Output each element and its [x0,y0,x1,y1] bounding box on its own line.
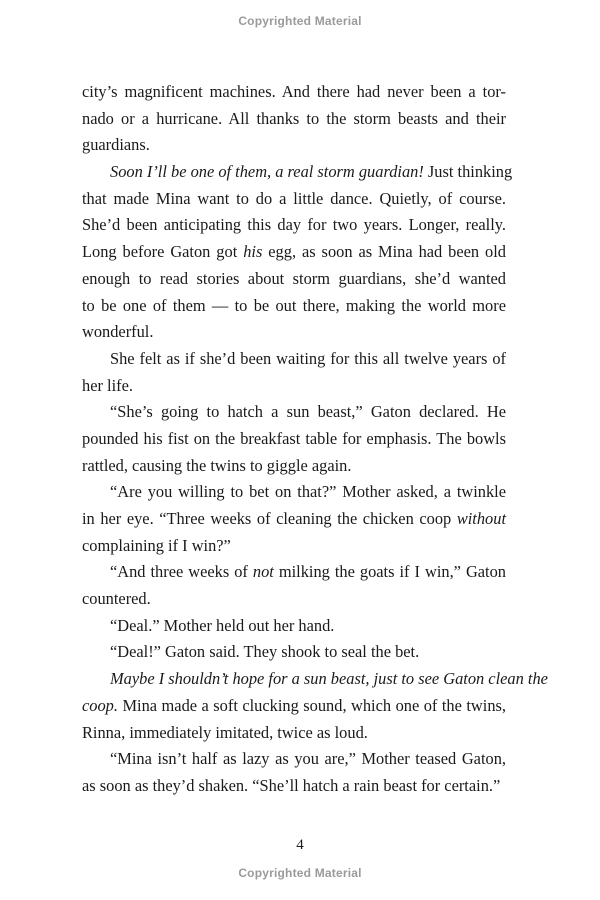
italic-text: coop. [82,695,118,715]
text-line [82,346,506,373]
text-segment: rattled, causing the twins to giggle again. [82,455,352,475]
text-line [82,693,506,720]
text-segment: city’s magnificent machines. And there had never been a tor- [82,82,506,101]
text-line [82,132,506,159]
text-line [82,453,506,480]
text-line [82,639,506,666]
text-segment: Mina made a soft clucking sound, which one of the twins, [117,695,506,715]
text-segment: complaining if I win?” [82,535,231,555]
text-segment: her life. [82,375,133,395]
text-line [82,266,506,293]
body-text [82,79,548,800]
text-line [82,666,548,693]
text-segment: wonderful. [82,322,154,342]
text-line [82,559,506,586]
text-segment: Long before Gaton got [82,242,244,262]
text-line [82,106,506,133]
text-line [82,720,506,747]
text-segment: milking the goats if I win,” Gaton [273,562,507,582]
text-segment: “Deal.” Mother held out her hand. [110,615,335,635]
text-line [82,186,506,213]
text-segment: guardians. [82,135,150,155]
text-line [82,159,513,186]
text-line [82,586,506,613]
text-line [82,479,506,506]
text-line [82,239,506,266]
text-line [82,746,506,773]
text-segment: enough to read stories about storm guardians, she’d wanted [82,268,506,288]
text-line [82,293,506,320]
text-segment: as soon as they’d shaken. “She’ll hatch a rain beast for certain.” [82,775,501,795]
text-line [82,399,506,426]
text-segment: in her eye. “Three weeks of cleaning the chicken coop [82,509,457,528]
text-segment: to be one of them — to be out there, making the world more [82,295,506,315]
italic-text: Soon I’ll be one of them, a real storm guardian! [110,162,424,182]
copyright-watermark-bottom: Copyrighted Material [238,866,362,880]
text-line [82,212,506,239]
text-line [82,373,506,400]
text-line [82,773,506,800]
text-segment: “Mina isn’t half as lazy as you are,” Mother teased Gaton, [110,749,506,769]
text-segment: “And three weeks of [110,562,253,582]
text-segment: She’d been anticipating this day for two years. Longer, really. [82,215,506,235]
text-segment: egg, as soon as Mina had been old [262,242,506,262]
italic-text: his [243,242,263,262]
text-line [82,319,506,346]
text-segment: “Are you willing to bet on that?” Mother asked, a twinkle [110,482,506,502]
text-segment: that made Mina want to do a little dance. Quietly, of course. [82,188,506,208]
text-line [82,613,506,640]
text-segment: “Deal!” Gaton said. They shook to seal the bet. [110,642,420,662]
page-number: 4 [296,837,304,853]
italic-text: Maybe I shouldn’t hope for a sun beast, just to see Gaton clean the [110,669,548,689]
text-segment: pounded his fist on the breakfast table for emphasis. The bowls [82,428,506,448]
text-line [82,506,506,533]
copyright-watermark-top: Copyrighted Material [238,14,362,28]
text-segment: Rinna, immediately imitated, twice as loud. [82,722,368,742]
text-segment: Just thinking [423,162,513,182]
text-segment: She felt as if she’d been waiting for this all twelve years of [110,348,506,368]
text-line [82,426,506,453]
text-segment: “She’s going to hatch a sun beast,” Gaton declared. He [110,402,506,422]
italic-text: without [456,509,506,528]
text-line [82,533,506,560]
text-segment: countered. [82,589,151,609]
italic-text: not [252,562,274,582]
text-line [82,79,506,106]
text-segment: nado or a hurricane. All thanks to the storm beasts and their [82,108,506,128]
